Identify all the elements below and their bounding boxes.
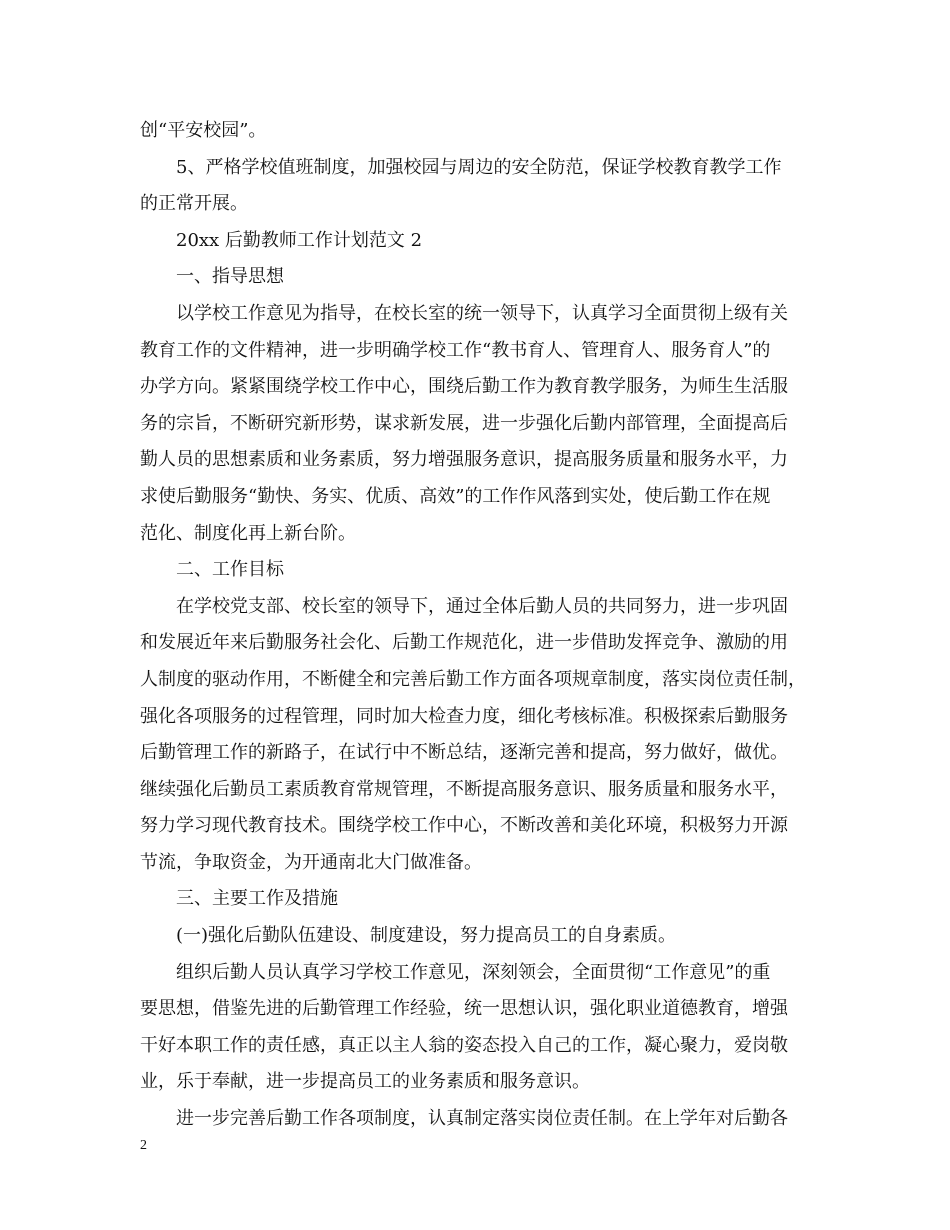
text-line: 组织后勤人员认真学习学校工作意见，深刻领会，全面贯彻“工作意见”的重 [176,961,771,983]
text-line: 干好本职工作的责任感，真正以主人翁的姿态投入自己的工作，凝心聚力，爱岗敬 [140,1034,788,1056]
text-line: 要思想，借鉴先进的后勤管理工作经验，统一思想认识，强化职业道德教育，增强 [140,998,788,1020]
text-line: 一、指导思想 [176,266,284,288]
text-line: 节流，争取资金，为开通南北大门做准备。 [140,851,482,873]
text-line: 和发展近年来后勤服务社会化、后勤工作规范化，进一步借助发挥竞争、激励的用 [140,632,788,654]
text-line: 20xx 后勤教师工作计划范文 2 [176,229,423,251]
text-line: 务的宗旨，不断研究新形势，谋求新发展，进一步强化后勤内部管理，全面提高后 [140,412,788,434]
text-line: 继续强化后勤员工素质教育常规管理，不断提高服务意识、服务质量和服务水平， [140,778,788,800]
text-line: 办学方向。紧紧围绕学校工作中心，围绕后勤工作为教育教学服务，为师生生活服 [140,376,788,398]
text-line: 三、主要工作及措施 [176,888,338,910]
text-line: 人制度的驱动作用，不断健全和完善后勤工作方面各项规章制度，落实岗位责任制， [140,668,806,690]
text-line: 业，乐于奉献，进一步提高员工的业务素质和服务意识。 [140,1071,590,1093]
text-line: 努力学习现代教育技术。围绕学校工作中心，不断改善和美化环境，积极努力开源 [140,815,788,837]
text-line: 勤人员的思想素质和业务素质，努力增强服务意识，提高服务质量和服务水平，力 [140,449,788,471]
page-number: 2 [140,1138,147,1153]
text-line: 教育工作的文件精神，进一步明确学校工作“教书育人、管理育人、服务育人”的 [140,339,771,361]
text-line: 在学校党支部、校长室的领导下，通过全体后勤人员的共同努力，进一步巩固 [176,595,788,617]
text-line: 5、严格学校值班制度，加强校园与周边的安全防范，保证学校教育教学工作 [176,156,782,178]
text-line: 后勤管理工作的新路子，在试行中不断总结，逐渐完善和提高，努力做好，做优。 [140,742,788,764]
text-line: 求使后勤服务“勤快、务实、优质、高效”的工作作风落到实处，使后勤工作在规 [140,485,771,507]
text-line: 强化各项服务的过程管理，同时加大检查力度，细化考核标准。积极探索后勤服务 [140,705,788,727]
text-line: 的正常开展。 [140,193,248,215]
text-line: 以学校工作意见为指导，在校长室的统一领导下，认真学习全面贯彻上级有关 [176,302,788,324]
text-line: 创“平安校园”。 [140,120,267,141]
text-line: (一)强化后勤队伍建设、制度建设，努力提高员工的自身素质。 [176,925,677,947]
text-line: 进一步完善后勤工作各项制度，认真制定落实岗位责任制。在上学年对后勤各 [176,1108,788,1130]
text-line: 范化、制度化再上新台阶。 [140,522,356,544]
text-line: 二、工作目标 [176,559,284,581]
document-body [140,113,820,1138]
